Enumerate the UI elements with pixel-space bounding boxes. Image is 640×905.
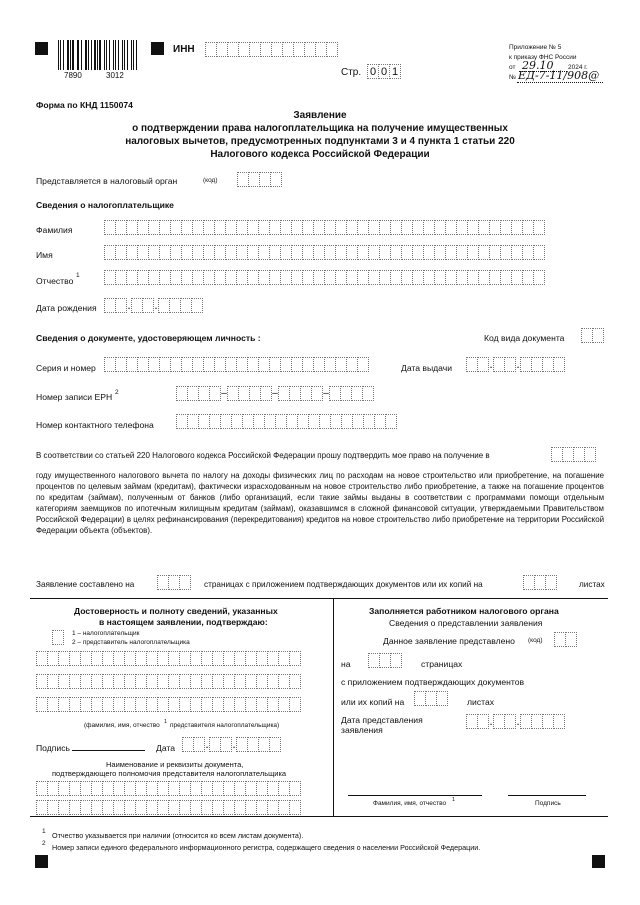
statement-intro: В соответствии со статьей 220 Налогового кодекса Российской Федерации прошу подтвердить мое право на получение в (36, 451, 490, 460)
input-cell[interactable] (326, 42, 338, 57)
patronymic-footnote: 1 (76, 272, 80, 279)
separator-dot: . (205, 737, 209, 751)
barcode-bar (113, 40, 114, 70)
barcode-bar (77, 40, 78, 70)
barcode-bar (60, 40, 61, 70)
form-title-2: о подтверждении права налогоплательщика на получение имущественных (132, 123, 508, 134)
statement-body: году имущественного налогового вычета по налогу на доходы физических лиц по расходам на новое строительство или приобретение, на погашение процентов по целевым займам (кредитам), фактически израсходованным на новое строительство либо приобретение, а также на погашение процентов по кредитам (займам), полученным от банков (либо организаций, если такие займы выданы в соответствии с программами помощи отдельным категориям заемщиков по ипотечным жилищным кредитам (займам), оказавшимся в сложной финансовой ситуации, утверждаемыми Правительством Российской Федерации) в целях рефинансирования (перекредитования) кредитов на новое строительство либо приобретение на территории Российской Федерации объекта (объектов). (36, 471, 604, 535)
doc-title-2: подтверждающего полномочия представителя налогоплательщика (52, 769, 287, 778)
appendix-date: 29.10 (522, 59, 554, 72)
tax-authority-label: Представляется в налоговый орган (36, 176, 178, 186)
document-type-code-field[interactable] (581, 328, 603, 343)
separator-dash: – (221, 388, 227, 399)
patronymic-field[interactable] (104, 270, 544, 285)
officer-sheets-field[interactable] (414, 691, 447, 706)
input-cell[interactable] (584, 447, 596, 462)
input-cell[interactable] (289, 781, 301, 796)
issue-date-label: Дата выдачи (401, 363, 453, 373)
barcode-bar (133, 40, 134, 70)
separator-dot: . (489, 714, 493, 728)
pages-middle: страницах с приложением подтверждающих документов или их копий на (204, 580, 483, 589)
officer-fio-caption: Фамилия, имя, отчество (373, 800, 447, 807)
inn-field[interactable] (205, 42, 337, 57)
separator-dot: . (127, 298, 131, 312)
input-cell[interactable] (553, 714, 565, 729)
surname-field[interactable] (104, 220, 544, 235)
surname-label: Фамилия (36, 225, 73, 235)
page-field[interactable] (367, 64, 400, 79)
separator-dot: . (232, 737, 236, 751)
corner-marker-bottom-right (592, 855, 605, 868)
barcode-number-left: 7890 (64, 71, 82, 80)
input-cell[interactable]: 0 (367, 64, 379, 79)
input-cell[interactable] (269, 737, 281, 752)
barcode-bar (67, 40, 69, 70)
officer-or-copies: или их копий на (341, 697, 405, 707)
tax-authority-field[interactable] (237, 172, 281, 187)
knd-code: Форма по КНД 1150074 (36, 100, 133, 110)
separator-dash: – (323, 388, 329, 399)
barcode-bar (81, 40, 82, 70)
input-cell[interactable] (533, 245, 545, 260)
appendix-number: ЕД-7-11/908@ (518, 69, 600, 82)
form-title-4: Налогового кодекса Российской Федерации (210, 149, 430, 160)
input-cell[interactable] (565, 632, 577, 647)
signature-label: Подпись (36, 743, 71, 753)
form-title-3: налоговых вычетов, предусмотренных подпунктами 3 и 4 пункта 1 статьи 220 (125, 136, 515, 147)
corner-marker-bottom-left (35, 855, 48, 868)
separator-dot: . (489, 357, 493, 371)
form-title-1: Заявление (293, 110, 347, 121)
document-section-title: Сведения о документе, удостоверяющем личность : (36, 333, 261, 343)
fio-caption: (фамилия, имя, отчество (84, 722, 160, 729)
barcode-bar (122, 40, 124, 70)
tax-authority-code-caption: (код) (203, 177, 218, 184)
issue-date-field[interactable] (466, 357, 564, 372)
confirm-title-1: Достоверность и полноту сведений, указанных (74, 606, 278, 616)
authority-doc-row-1[interactable] (36, 781, 300, 796)
ern-footnote: 2 (115, 389, 119, 396)
birth-date-field[interactable] (104, 298, 202, 313)
appendix-from: от (509, 64, 516, 71)
separator-dash: – (272, 388, 278, 399)
officer-signature-caption: Подпись (535, 800, 561, 807)
officer-on: на (341, 659, 351, 669)
separator-dot: . (516, 357, 520, 371)
barcode-number-right: 3012 (106, 71, 124, 80)
representative-fio-row-2[interactable] (36, 674, 300, 689)
barcode-bar (91, 40, 92, 70)
input-cell[interactable] (289, 651, 301, 666)
taxpayer-section-title: Сведения о налогоплательщике (36, 200, 174, 210)
representative-fio-row-1[interactable] (36, 651, 300, 666)
input-cell[interactable] (289, 697, 301, 712)
barcode-bar (63, 40, 64, 70)
input-cell[interactable] (270, 172, 282, 187)
barcode-bar (72, 40, 73, 70)
name-label: Имя (36, 250, 53, 260)
barcode-bar (127, 40, 128, 70)
input-cell[interactable] (533, 220, 545, 235)
officer-sheets: листах (467, 697, 495, 707)
footnote-1-number: 1 (42, 828, 46, 835)
series-number-label: Серия и номер (36, 363, 96, 373)
footnote-2-text: Номер записи единого федерального информационного регистра, содержащего сведения о населении Российской Федерации. (52, 843, 481, 852)
birth-date-label: Дата рождения (36, 303, 97, 313)
barcode-bar (118, 40, 119, 70)
input-cell[interactable] (385, 414, 397, 429)
appendix-line1: Приложение № 5 (509, 44, 562, 51)
barcode-bar (88, 40, 89, 70)
input-cell[interactable] (553, 357, 565, 372)
barcode-bar (131, 40, 132, 70)
officer-date-line1: Дата представления (341, 715, 423, 725)
barcode-bar (136, 40, 137, 70)
fio-caption-2: представителя налогоплательщика) (170, 722, 280, 729)
input-cell[interactable] (592, 328, 604, 343)
ern-label: Номер записи ЕРН (36, 392, 113, 402)
phone-label: Номер контактного телефона (36, 420, 154, 430)
officer-pages: страницах (421, 659, 463, 669)
fio-caption-footnote: 1 (164, 719, 168, 725)
officer-code-caption: (код) (528, 637, 543, 644)
inn-label: ИНН (173, 44, 195, 55)
confirm-title-2: в настоящем заявлении, подтверждаю: (99, 617, 268, 627)
confirm-option-1: 1 – налогоплательщик (72, 630, 140, 637)
footnote-2-number: 2 (42, 840, 46, 847)
corner-marker-top-left (35, 42, 48, 55)
doc-title-1: Наименование и реквизиты документа, (106, 760, 244, 769)
separator-dot: . (516, 714, 520, 728)
input-cell[interactable] (533, 270, 545, 285)
officer-date-line2: заявления (341, 725, 383, 735)
input-cell[interactable] (390, 653, 402, 668)
document-type-code-label: Код вида документа (484, 333, 565, 343)
barcode-bar (70, 40, 71, 70)
input-cell[interactable] (357, 357, 369, 372)
input-cell[interactable] (545, 575, 557, 590)
input-cell[interactable]: 0 (378, 64, 390, 79)
representative-fio-row-3[interactable] (36, 697, 300, 712)
barcode-bar (78, 40, 79, 70)
officer-pages-field[interactable] (368, 653, 401, 668)
officer-with-docs: с приложением подтверждающих документов (341, 677, 525, 687)
confirm-date-label: Дата (156, 743, 176, 753)
barcode-bar (85, 40, 87, 70)
series-number-field[interactable] (104, 357, 368, 372)
barcode-bar (106, 40, 107, 70)
page-label: Стр. (341, 67, 362, 78)
input-cell[interactable]: 1 (389, 64, 401, 79)
barcode (58, 40, 140, 70)
sheets-count-field[interactable] (523, 575, 556, 590)
input-cell[interactable] (52, 630, 64, 645)
barcode-bar (99, 40, 101, 70)
input-cell[interactable] (191, 298, 203, 313)
deduction-year-field[interactable] (551, 447, 595, 462)
officer-title: Заполняется работником налогового органа (369, 606, 559, 616)
barcode-bar (104, 40, 105, 70)
input-cell[interactable] (289, 674, 301, 689)
barcode-bar (109, 40, 110, 70)
confirm-option-2: 2 – представитель налогоплательщика (72, 639, 190, 646)
ern-field[interactable] (176, 386, 373, 401)
officer-code-field[interactable] (554, 632, 576, 647)
name-field[interactable] (104, 245, 544, 260)
barcode-bar (124, 40, 125, 70)
authority-doc-row-2[interactable] (36, 800, 300, 815)
officer-submitted: Данное заявление представлено (383, 636, 515, 646)
barcode-bar (115, 40, 116, 70)
separator-dot: . (154, 298, 158, 312)
input-cell[interactable] (436, 691, 448, 706)
corner-marker-top-mid (151, 42, 164, 55)
confirm-date-field[interactable] (182, 737, 280, 752)
officer-fio-footnote: 1 (452, 797, 456, 803)
pages-prefix: Заявление составлено на (36, 580, 135, 589)
appendix-year: 2024 г. (568, 64, 588, 71)
officer-date-field[interactable] (466, 714, 564, 729)
barcode-bar (58, 40, 59, 70)
input-cell[interactable] (179, 575, 191, 590)
input-cell[interactable] (289, 800, 301, 815)
footnote-1-text: Отчество указывается при наличии (относится ко всем листам документа). (52, 831, 304, 840)
appendix-line2: к приказу ФНС России (509, 54, 577, 61)
appendix-no-label: № (509, 74, 516, 81)
input-cell[interactable] (362, 386, 374, 401)
patronymic-label: Отчество (36, 276, 74, 286)
barcode-bar (97, 40, 98, 70)
phone-field[interactable] (176, 414, 396, 429)
barcode-bar (94, 40, 95, 70)
confirm-type-field[interactable] (52, 630, 63, 645)
pages-suffix: листах (579, 580, 605, 589)
pages-count-field[interactable] (157, 575, 190, 590)
officer-subtitle: Сведения о представлении заявления (389, 618, 543, 628)
